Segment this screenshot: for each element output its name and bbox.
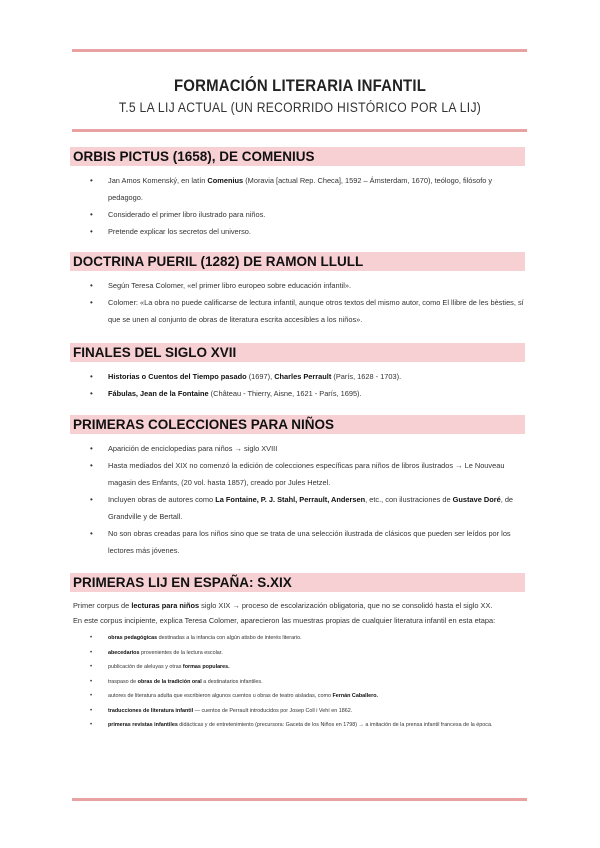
list-item: • primeras revistas infantiles didácticas y de entretenimiento (precursora: Gaceta de los Niños en 1798) → a imitación de la prensa infantil francesa de la época.: [108, 718, 525, 733]
section-heading: PRIMERAS COLECCIONES PARA NIÑOS: [70, 415, 525, 434]
list-item: • autores de literatura adulta que escribieron algunos cuentos u obras de teatro aisladas, como Fernán Caballero.: [108, 689, 525, 704]
list-item: • publicación de aleluyas y otras formas populares.: [108, 660, 525, 675]
list-item: • traspaso de obras de la tradición oral a destinatarios infantiles.: [108, 675, 525, 690]
list-item: • Jan Amos Komenský, en latín Comenius (Moravia [actual Rep. Checa], 1592 – Ámsterdam, 1670), teólogo, filósofo y pedagogo.: [108, 172, 525, 206]
top-rule: [72, 49, 527, 52]
list-item: • Considerado el primer libro ilustrado para niños.: [108, 206, 525, 223]
list-item: • No son obras creadas para los niños sino que se trata de una selección ilustrada de clásicos que pueden ser leídos por los lectores más jóvenes.: [108, 525, 525, 559]
bottom-rule: [72, 798, 527, 801]
section-doctrina-pueril: [70, 252, 525, 328]
list-item: • obras pedagógicas destinadas a la infancia con algún atisbo de interés literario.: [108, 631, 525, 646]
list-item: • Pretende explicar los secretos del universo.: [108, 223, 525, 240]
page-title: FORMACIÓN LITERARIA INFANTIL: [173, 76, 427, 95]
list-item: • Historias o Cuentos del Tiempo pasado (1697), Charles Perrault (París, 1628 - 1703).: [108, 368, 525, 385]
list-item: • Colomer: «La obra no puede calificarse de lectura infantil, aunque otros textos del mismo autor, como El llibre de les bèsties, sí que se unen al conjunto de obras de literatura escrita accesibles a los niños».: [108, 294, 525, 328]
list-item: • Incluyen obras de autores como La Fontaine, P. J. Stahl, Perrault, Andersen, etc., con ilustraciones de Gustave Doré, de Grandville y de Bertall.: [108, 491, 525, 525]
list-item: • traducciones de literatura infantil — cuentos de Perrault introducidos por Josep Coll i Vehí en 1862.: [108, 704, 525, 719]
paragraph: En este corpus incipiente, explica Teresa Colomer, aparecieron las muestras propias de cualquier literatura infantil en esta etapa:: [73, 616, 496, 625]
list-item: • Según Teresa Colomer, «el primer libro europeo sobre educación infantil».: [108, 277, 525, 294]
list-item: • Fábulas, Jean de la Fontaine (Château - Thierry, Aisne, 1621 - París, 1695).: [108, 385, 525, 402]
header-rule: [72, 129, 527, 132]
section-heading: PRIMERAS LIJ EN ESPAÑA: S.XIX: [70, 573, 525, 592]
bullet-list: [70, 277, 525, 328]
list-item: • abecedarios provenientes de la lectura escolar.: [108, 646, 525, 661]
list-item: • Hasta mediados del XIX no comenzó la edición de colecciones específicas para niños de libros ilustrados → Le Nouveau magasin des Enfants, (20 vol. hasta 1857), creado por Jules Hetzel.: [108, 457, 525, 491]
bullet-list: [70, 631, 525, 733]
section-heading: ORBIS PICTUS (1658), DE COMENIUS: [70, 147, 525, 166]
paragraph: Primer corpus de lecturas para niños siglo XIX → proceso de escolarización obligatoria, que no se consolidó hasta el siglo XX.: [73, 601, 493, 610]
list-item: • Aparición de enciclopedias para niños → siglo XVIII: [108, 440, 525, 457]
bullet-list: [70, 172, 525, 240]
bullet-list: [70, 368, 525, 402]
section-primeras-colecciones: [70, 415, 525, 559]
section-heading: FINALES DEL SIGLO XVII: [70, 343, 525, 362]
bullet-list: [70, 440, 525, 559]
section-finales-siglo-xvii: [70, 343, 525, 402]
section-heading: DOCTRINA PUERIL (1282) DE RAMON LLULL: [70, 252, 525, 271]
section-primeras-lij-espana: [70, 573, 525, 733]
page-subtitle: T.5 LA LIJ ACTUAL (UN RECORRIDO HISTÓRICO POR LA LIJ): [118, 100, 482, 115]
section-orbis-pictus: [70, 147, 525, 240]
